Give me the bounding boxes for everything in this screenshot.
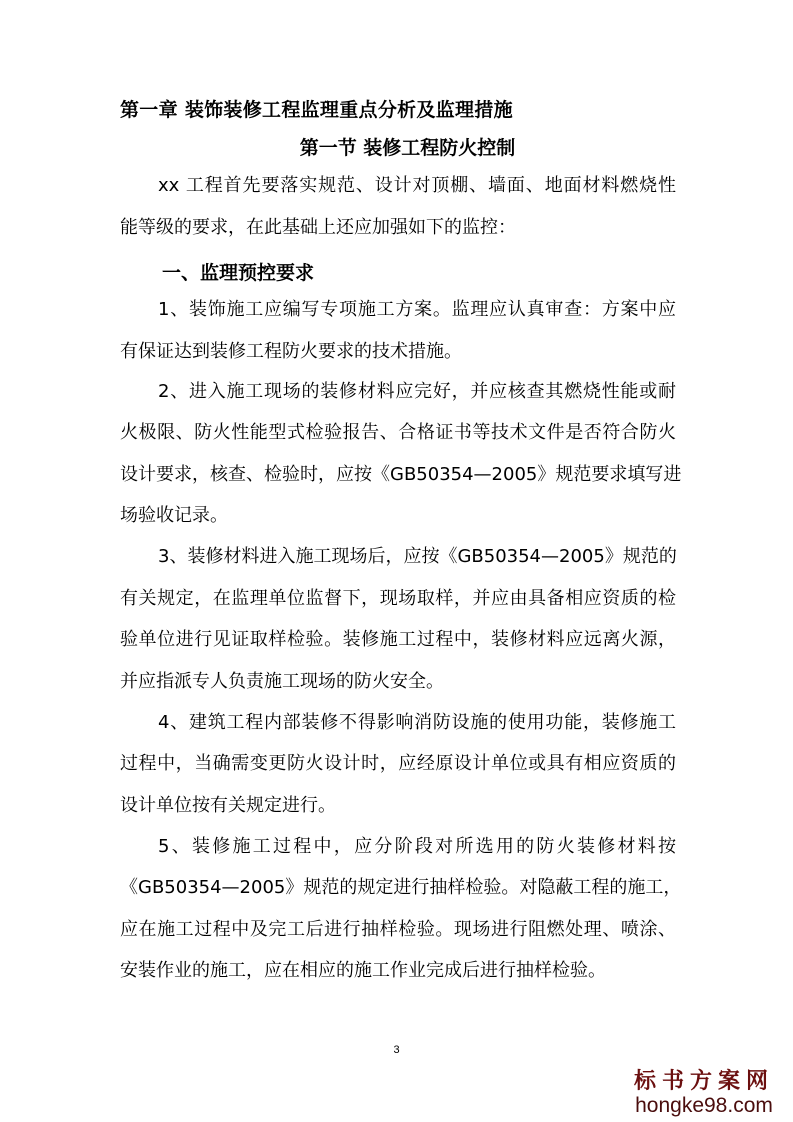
item-3-line: 并应指派专人负责施工现场的防火安全。 — [120, 671, 444, 692]
item-5-line: 应在施工过程中及完工后进行抽样检验。现场进行阻燃处理、喷涂、 — [120, 919, 676, 940]
item-2-line: 场验收记录。 — [120, 505, 228, 526]
item-4-line: 设计单位按有关规定进行。 — [120, 795, 336, 816]
section-title: 第一节 装修工程防火控制 — [299, 137, 516, 159]
page-number: 3 — [393, 1044, 400, 1056]
item-5-line: 安装作业的施工，应在相应的施工作业完成后进行抽样检验。 — [120, 960, 606, 981]
item-2-line: 2、进入施工现场的装修材料应完好，并应核查其燃烧性能或耐 — [158, 381, 676, 402]
item-1-line: 有保证达到装修工程防火要求的技术措施。 — [120, 341, 462, 362]
item-3-line: 3、装修材料进入施工现场后，应按《GB50354—2005》规范的 — [158, 546, 677, 567]
item-2-line: 设计要求，核查、检验时，应按《GB50354—2005》规范要求填写进 — [120, 464, 682, 485]
item-5-line: 《GB50354—2005》规范的规定进行抽样检验。对隐蔽工程的施工， — [120, 877, 682, 898]
item-3-line: 有关规定，在监理单位监督下，现场取样，并应由具备相应资质的检 — [120, 588, 676, 609]
item-3-line: 验单位进行见证取样检验。装修施工过程中，装修材料应远离火源， — [120, 629, 676, 650]
item-4-line: 4、建筑工程内部装修不得影响消防设施的使用功能，装修施工 — [158, 712, 676, 733]
item-2-line: 火极限、防火性能型式检验报告、合格证书等技术文件是否符合防火 — [120, 422, 676, 443]
item-4-line: 过程中，当确需变更防火设计时，应经原设计单位或具有相应资质的 — [120, 753, 676, 774]
item-1-line: 1、装饰施工应编写专项施工方案。监理应认真审查：方案中应 — [158, 299, 676, 320]
watermark-cn-text: 标书方案网 — [633, 1068, 774, 1094]
intro-line: 能等级的要求，在此基础上还应加强如下的监控： — [120, 217, 516, 238]
watermark-url-text: hongke98.com — [635, 1094, 773, 1117]
watermark-logo — [629, 1068, 779, 1118]
intro-line: xx 工程首先要落实规范、设计对顶棚、墙面、地面材料燃烧性 — [158, 175, 676, 196]
chapter-title: 第一章 装饰装修工程监理重点分析及监理措施 — [120, 99, 513, 121]
heading-supervision-precontrol: 一、监理预控要求 — [162, 262, 315, 284]
item-5-line: 5、装修施工过程中，应分阶段对所选用的防火装修材料按 — [158, 836, 676, 857]
